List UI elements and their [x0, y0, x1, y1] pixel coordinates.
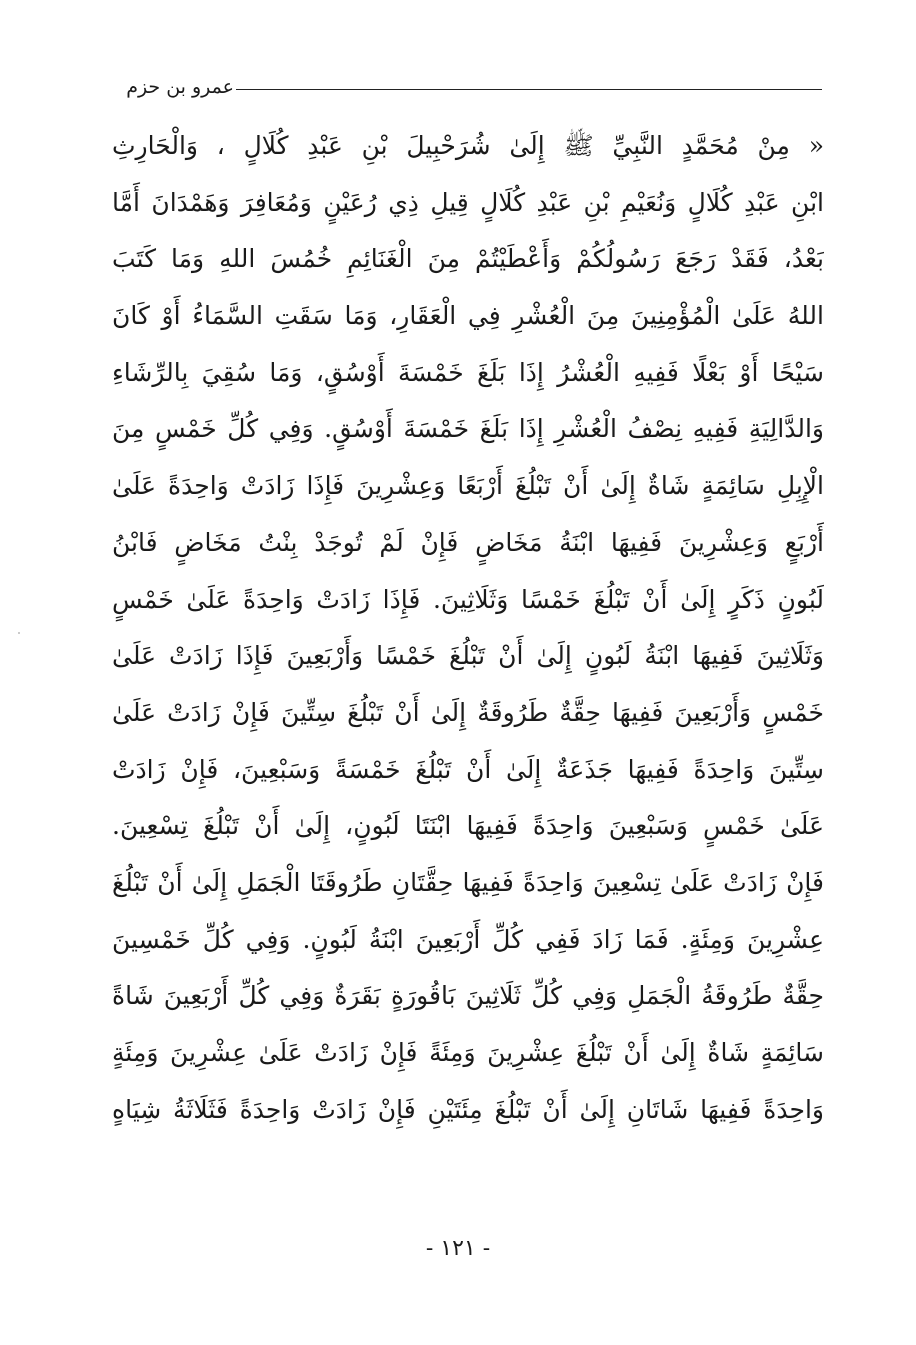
text-line: وَالدَّالِيَةِ فَفِيهِ نِصْفُ الْعُشْرِ إِذَا بَلَغَ خَمْسَةَ أَوْسُقٍ. وَفِي كُلِّ خَمْسٍ مِنَ — [112, 414, 824, 444]
body-text — [112, 118, 824, 1138]
text-line: حِقَّةٌ طَرُوقَةُ الْجَمَلِ وَفِي كُلِّ ثَلَاثِينَ بَاقُورَةٍ بَقَرَةٌ وَفِي كُلِّ أَرْبَعِينَ شَاةً — [112, 981, 824, 1011]
running-header-title: عمرو بن حزم — [126, 76, 234, 98]
text-line: عِشْرِينَ وَمِئَةٍ. فَمَا زَادَ فَفِي كُلِّ أَرْبَعِينَ ابْنَةُ لَبُونٍ. وَفِي كُلِّ خَمْسِينَ — [112, 924, 824, 954]
text-line: وَثَلَاثِينَ فَفِيهَا ابْنَةُ لَبُونٍ إِلَىٰ أَنْ تَبْلُغَ خَمْسًا وَأَرْبَعِينَ فَإِذَا زَادَتْ عَلَىٰ — [112, 641, 824, 671]
text-line: وَاحِدَةً فَفِيهَا شَاتَانِ إِلَىٰ أَنْ تَبْلُغَ مِئَتَيْنِ فَإِنْ زَادَتْ وَاحِدَةً فَثَلَاثَةُ شِيَاهٍ — [112, 1094, 824, 1124]
text-line: الْإِبِلِ سَائِمَةٍ شَاةٌ إِلَىٰ أَنْ تَبْلُغَ أَرْبَعًا وَعِشْرِينَ فَإِذَا زَادَتْ وَاحِدَةً عَلَىٰ — [112, 471, 824, 501]
header-rule — [236, 89, 822, 90]
text-line: بَعْدُ، فَقَدْ رَجَعَ رَسُولُكُمْ وَأَعْطَيْتُمْ مِنَ الْغَنَائِمِ خُمُسَ اللهِ وَمَا كَتَبَ — [112, 244, 824, 274]
text-line: « مِنْ مُحَمَّدٍ النَّبِيِّ ﷺ إِلَىٰ شُرَحْبِيلَ بْنِ عَبْدِ كُلَالٍ ، وَالْحَارِثِ — [112, 131, 824, 160]
text-line: ابْنِ عَبْدِ كُلَالٍ وَنُعَيْمِ بْنِ عَبْدِ كُلَالٍ قِيلِ ذِي رُعَيْنٍ وَمُعَافِرَ وَهَمْدَانَ أَمَّا — [112, 187, 824, 217]
margin-speck — [18, 632, 20, 634]
text-line: اللهُ عَلَىٰ الْمُؤْمِنِينَ مِنَ الْعُشْرِ فِي الْعَقَارِ، وَمَا سَقَتِ السَّمَاءُ أَوْ كَانَ — [112, 301, 824, 331]
text-line: سَائِمَةٍ شَاةٌ إِلَىٰ أَنْ تَبْلُغَ عِشْرِينَ وَمِئَةً فَإِنْ زَادَتْ عَلَىٰ عِشْرِينَ وَمِئَةٍ — [112, 1038, 824, 1067]
text-line: سِتِّينَ وَاحِدَةً فَفِيهَا جَذَعَةٌ إِلَىٰ أَنْ تَبْلُغَ خَمْسَةً وَسَبْعِينَ، فَإِنْ زَادَتْ — [112, 754, 824, 784]
text-line: أَرْبَعٍ وَعِشْرِينَ فَفِيهَا ابْنَةُ مَخَاضٍ فَإِنْ لَمْ تُوجَدْ بِنْتُ مَخَاضٍ فَابْنُ — [112, 527, 824, 557]
text-line: عَلَىٰ خَمْسٍ وَسَبْعِينَ وَاحِدَةً فَفِيهَا ابْنَتَا لَبُونٍ، إِلَىٰ أَنْ تَبْلُغَ تِسْعِينَ. — [112, 811, 824, 841]
page-number: - ١٢١ - — [425, 1236, 491, 1261]
running-header — [110, 72, 822, 102]
text-line: لَبُونٍ ذَكَرٍ إِلَىٰ أَنْ تَبْلُغَ خَمْسًا وَثَلَاثِينَ. فَإِذَا زَادَتْ وَاحِدَةً عَلَىٰ خَمْسٍ — [112, 584, 824, 614]
text-line: سَيْحًا أَوْ بَعْلًا فَفِيهِ الْعُشْرُ إِذَا بَلَغَ خَمْسَةَ أَوْسُقٍ، وَمَا سُقِيَ بِالرِّشَاءِ — [112, 357, 824, 387]
text-line: خَمْسٍ وَأَرْبَعِينَ فَفِيهَا حِقَّةٌ طَرُوقَةٌ إِلَىٰ أَنْ تَبْلُغَ سِتِّينَ فَإِنْ زَادَتْ عَلَىٰ — [112, 697, 824, 727]
text-line: فَإِنْ زَادَتْ عَلَىٰ تِسْعِينَ وَاحِدَةً فَفِيهَا حِقَّتَانِ طَرُوقَتَا الْجَمَلِ إِلَىٰ أَنْ تَبْلُغَ — [112, 867, 824, 897]
